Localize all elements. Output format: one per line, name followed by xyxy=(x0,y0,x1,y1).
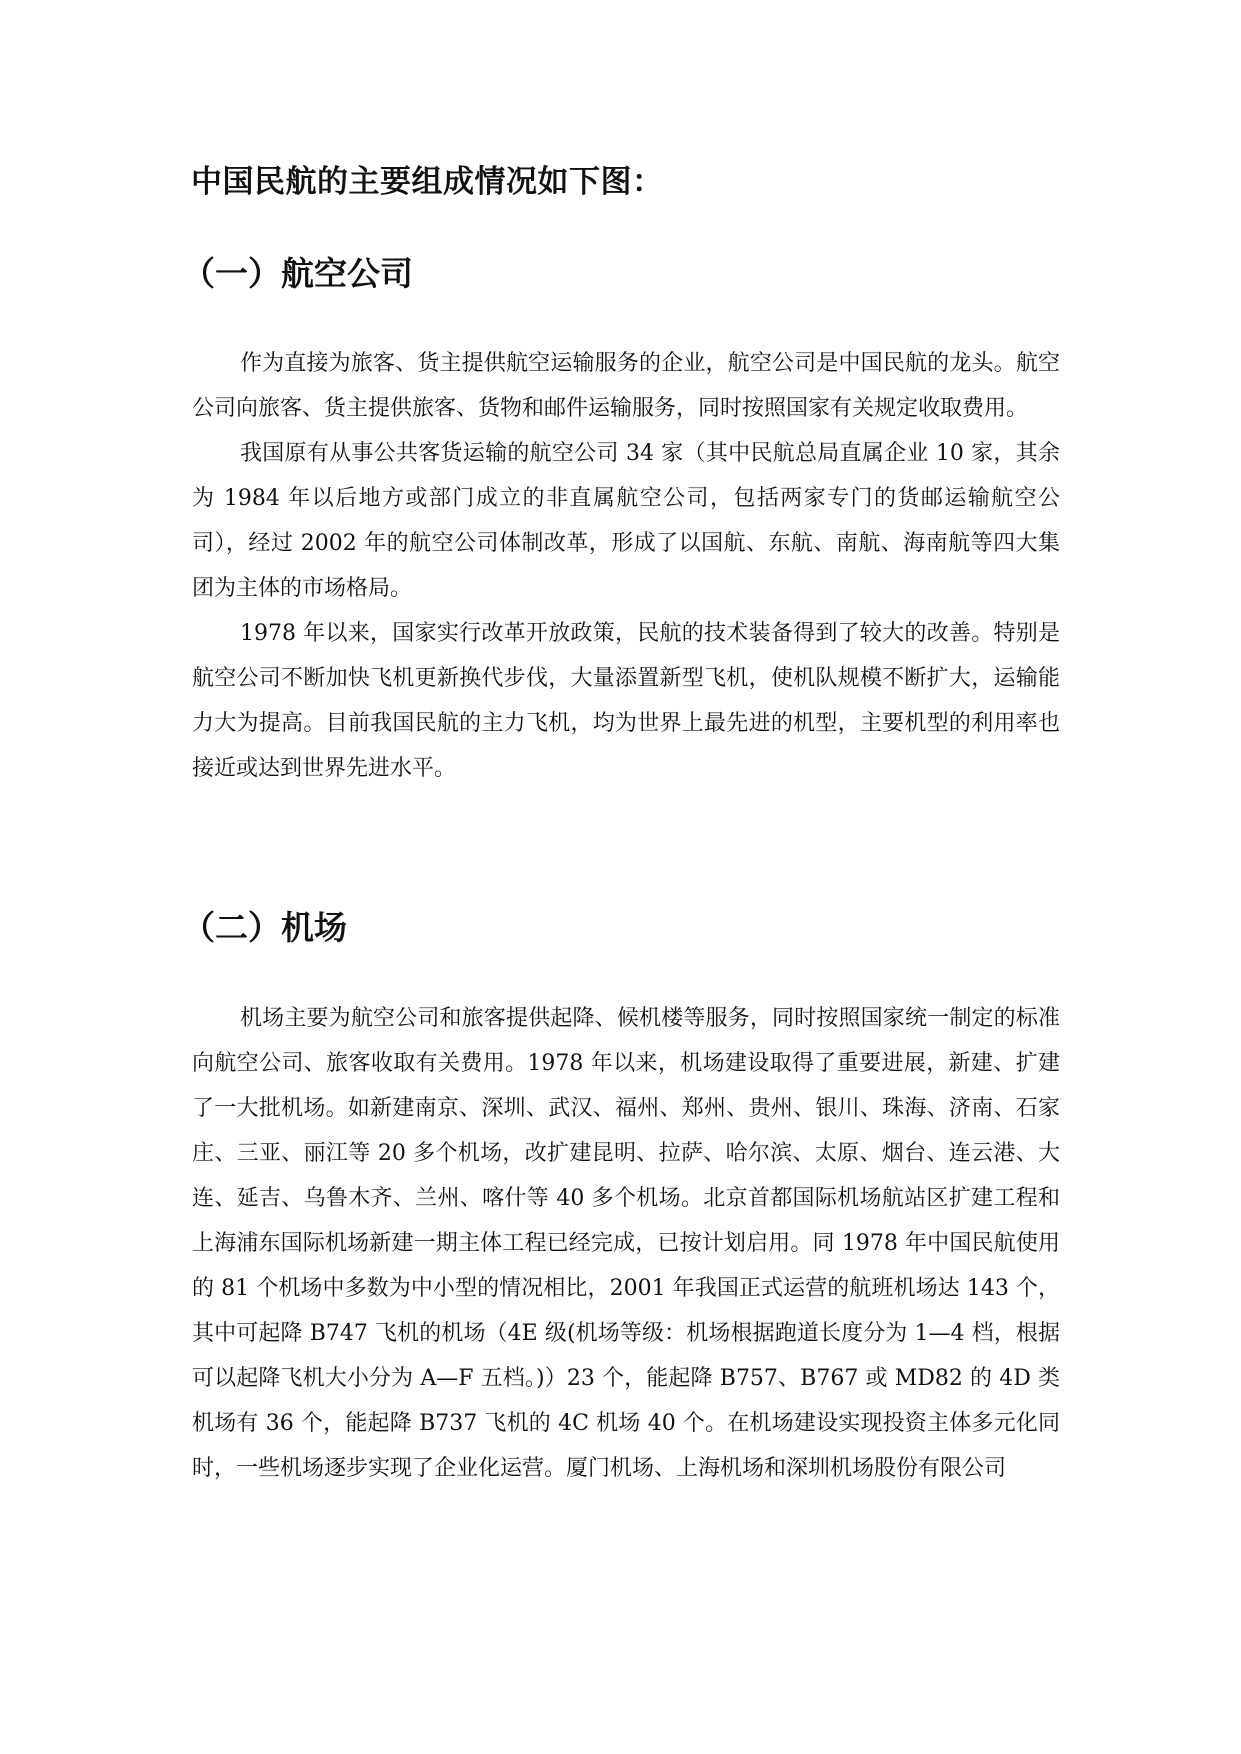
paragraph: 作为直接为旅客、货主提供航空运输服务的企业，航空公司是中国民航的龙头。航空公司向旅客、货主提供旅客、货物和邮件运输服务，同时按照国家有关规定收取费用。 xyxy=(192,351,1060,421)
document-title: 中国民航的主要组成情况如下图： xyxy=(191,164,664,200)
paragraph: 1978 年以来，国家实行改革开放政策，民航的技术装备得到了较大的改善。特别是航空公司不断加快飞机更新换代步伐，大量添置新型飞机，使机队规模不断扩大，运输能力大为提高。目前我国民航的主力飞机，均为世界上最先进的机型，主要机型的利用率也接近或达到世界先进水平。 xyxy=(192,621,1060,781)
section-heading-airlines: （一）航空公司 xyxy=(182,254,413,293)
paragraph: 机场主要为航空公司和旅客提供起降、候机楼等服务，同时按照国家统一制定的标准向航空公司、旅客收取有关费用。1978 年以来，机场建设取得了重要进展，新建、扩建了一大批机场。如新建南京、深圳、武汉、福州、郑州、贵州、银川、珠海、济南、石家庄、三亚、丽江等 20 多个机场，改扩建昆明、拉萨、哈尔滨、太原、烟台、连云港、大连、延吉、乌鲁木齐、兰州、喀什等 40 多个机场。北京首都国际机场航站区扩建工程和上海浦东国际机场新建一期主体工程已经完成，已按计划启用。同 1978 年中国民航使用的 81 个机场中多数为中小型的情况相比，2001 年我国正式运营的航班机场达 143 个，其中可起降 B747 飞机的机场（4E 级(机场等级：机场根据跑道长度分为 1—4 档，根据可以起降飞机大小分为 A—F 五档。)）23 个，能起降 B757、B767 或 MD82 的 4D 类机场有 36 个，能起降 B737 飞机的 4C 机场 40 个。在机场建设实现投资主体多元化同时，一些机场逐步实现了企业化运营。厦门机场、上海机场和深圳机场股份有限公司 xyxy=(192,1006,1060,1481)
section-heading-airports: （二）机场 xyxy=(182,908,347,947)
paragraph: 我国原有从事公共客货运输的航空公司 34 家（其中民航总局直属企业 10 家，其余为 1984 年以后地方或部门成立的非直属航空公司，包括两家专门的货邮运输航空公司），经过 2002 年的航空公司体制改革，形成了以国航、东航、南航、海南航等四大集团为主体的市场格局。 xyxy=(192,441,1060,601)
section-body-airports xyxy=(192,996,1060,1491)
section-body-airlines xyxy=(192,341,1060,791)
